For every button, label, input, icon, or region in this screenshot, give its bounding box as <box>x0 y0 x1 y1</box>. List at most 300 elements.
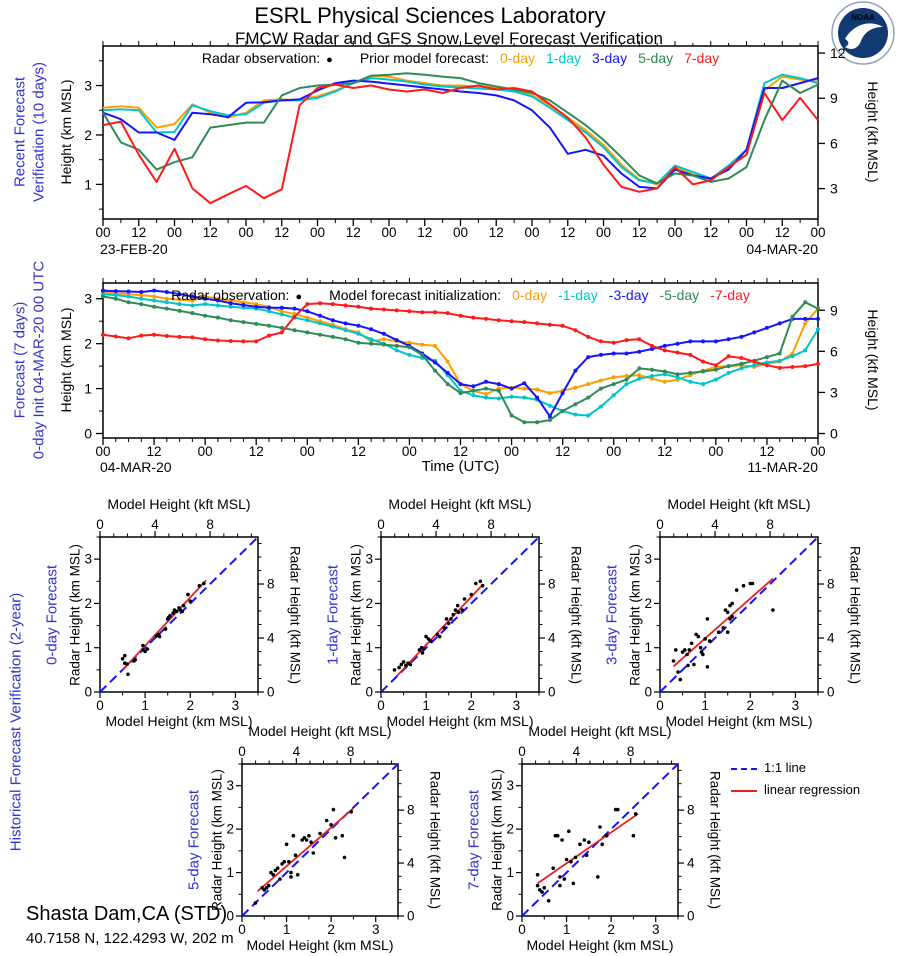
scatter-5day-label: 5-day Forecast <box>185 789 203 891</box>
tick-label: 1 <box>282 922 291 937</box>
tick-label: 0 <box>365 684 373 700</box>
tick-label: 0 <box>377 698 385 713</box>
scatter-5day-point <box>332 808 336 812</box>
scatter-5day-point <box>312 851 316 855</box>
tick-label: 1 <box>701 698 709 713</box>
forecast-7day-marker <box>459 391 463 395</box>
tick-label: 2 <box>506 821 514 837</box>
tick-label: 1 <box>506 865 514 881</box>
forecast-7day-marker <box>625 378 629 382</box>
scatter-5day-point <box>276 866 280 870</box>
scatter-7day-point <box>569 860 573 864</box>
tick-label: 2 <box>365 595 373 611</box>
scatter-7day-point <box>600 843 604 847</box>
scatter-1day-point <box>422 647 426 651</box>
panel1-date-left: 23-FEB-20 <box>100 241 168 257</box>
tick-label: 2 <box>84 126 92 143</box>
scatter-7day-regression-line <box>538 814 638 884</box>
forecast-7day-marker <box>267 309 271 313</box>
recent-verification-series-7-day <box>103 85 818 204</box>
forecast-7day-marker <box>573 328 577 332</box>
scatter-3day-point <box>686 664 690 668</box>
scatter-7day-point <box>556 834 560 838</box>
panel2-ylabel-km: Height (km MSL) <box>58 307 74 413</box>
tick-label: 0 <box>518 922 526 937</box>
scatter-5day-top-axis-title: Model Height (kft MSL) <box>248 723 392 739</box>
tick-label: 0 <box>518 744 526 759</box>
legend-item-minus7day: -7-day <box>710 287 750 303</box>
scatter-5day-point <box>305 838 309 842</box>
scatter-0day-point <box>125 662 129 666</box>
legend-item-1day: 1-day <box>546 50 582 66</box>
scatter-3day-point <box>697 635 701 639</box>
tick-label: 0 <box>644 684 652 700</box>
tick-label: 00 <box>452 225 469 240</box>
tick-label: 0 <box>267 684 275 700</box>
panel2-date-left: 04-MAR-20 <box>100 459 172 475</box>
forecast-7day-marker <box>791 354 795 358</box>
forecast-7day-marker <box>676 342 680 346</box>
panel1-legend <box>103 50 818 66</box>
forecast-7day-marker <box>637 350 641 354</box>
forecast-7day-marker <box>714 339 718 343</box>
forecast-7day-marker <box>293 315 297 319</box>
forecast-7day-marker <box>395 308 399 312</box>
scatter-0day-point <box>198 584 202 588</box>
scatter-7day-point <box>540 890 544 894</box>
scatter-1day-point <box>429 639 433 643</box>
forecast-7day-marker <box>165 307 169 311</box>
scatter-0day-right-axis-title: Radar Height (kft MSL) <box>287 545 303 684</box>
scatter-0day-point <box>171 611 175 615</box>
forecast-7day-marker <box>714 378 718 382</box>
scatter-1day-point <box>393 668 397 672</box>
scatter-5day-point <box>285 843 289 847</box>
tick-label: 00 <box>738 225 755 240</box>
forecast-7day-marker <box>765 326 769 330</box>
forecast-7day-marker <box>612 341 616 345</box>
forecast-7day-marker <box>203 314 207 318</box>
forecast-7day-marker <box>446 382 450 386</box>
forecast-7day-marker <box>650 374 654 378</box>
tick-label: 1 <box>562 922 571 937</box>
tick-label: 8 <box>267 576 275 592</box>
tick-label: 0 <box>238 744 246 759</box>
scatter-7day-point <box>596 875 600 879</box>
forecast-7day-marker <box>522 381 526 385</box>
forecast-7day-marker <box>497 318 501 322</box>
tick-label: 12 <box>131 225 147 240</box>
forecast-7day-series-0-day <box>103 292 818 394</box>
scatter-0day-point <box>123 654 127 658</box>
tick-label: 4 <box>292 744 301 759</box>
scatter-0day-point <box>121 657 125 661</box>
forecast-7day-marker <box>573 369 577 373</box>
scatter-5day-point <box>278 877 282 881</box>
scatter-5day-point <box>307 834 311 838</box>
scatter-5day-point <box>294 853 298 857</box>
forecast-7day-marker <box>548 323 552 327</box>
recent-verification-series-5-day <box>103 73 818 183</box>
forecast-7day-marker <box>369 337 373 341</box>
forecast-7day-marker <box>535 388 539 392</box>
forecast-7day-marker <box>599 405 603 409</box>
scatter-5day-point <box>334 836 338 840</box>
radar-observation-dot-icon: ● <box>295 291 303 303</box>
scatter-1day-point <box>479 580 483 584</box>
forecast-7day-marker <box>535 321 539 325</box>
forecast-7day-marker <box>688 380 692 384</box>
forecast-7day-marker <box>548 418 552 422</box>
scatter-0day-label: 0-day Forecast <box>43 564 61 665</box>
scatter-5day-point <box>309 840 313 844</box>
panel2-side-label: Forecast (7 days) 0-day Init 04-MAR-20 00 UTC <box>11 260 47 460</box>
forecast-7day-marker <box>548 404 552 408</box>
forecast-7day-marker <box>625 382 629 386</box>
tick-label: 00 <box>524 225 540 240</box>
scatter-5day-point <box>349 810 353 814</box>
legend-item-minus3day: -3-day <box>608 287 649 303</box>
forecast-7day-marker <box>573 386 577 390</box>
forecast-7day-marker <box>407 345 411 349</box>
scatter-7day-point <box>551 866 555 870</box>
forecast-7day-marker <box>152 305 156 309</box>
tick-label: 00 <box>810 225 826 240</box>
forecast-7day-marker <box>254 339 258 343</box>
forecast-7day-marker <box>433 369 437 373</box>
scatter-3day-point <box>706 665 710 669</box>
forecast-7day-marker <box>803 364 807 368</box>
scatter-3day-point <box>721 626 725 630</box>
forecast-7day-marker <box>356 332 360 336</box>
forecast-7day-marker <box>420 310 424 314</box>
forecast-7day-marker <box>739 335 743 339</box>
scatter-7day-top-axis-title: Model Height (kft MSL) <box>528 723 672 739</box>
scatter-0day-point <box>133 658 137 662</box>
scatter-7day-point <box>574 856 578 860</box>
radar-observation-label: Radar observation: <box>171 287 290 303</box>
tick-label: 00 <box>708 444 724 459</box>
scatter-5day-point <box>292 834 296 838</box>
forecast-7day-marker <box>676 372 680 376</box>
tick-label: 0 <box>548 684 556 700</box>
tick-label: 8 <box>548 576 556 592</box>
scatter-3day-point <box>672 659 676 663</box>
scatter-0day-point <box>175 610 179 614</box>
forecast-7day-marker <box>305 309 309 313</box>
scatter-0day-regression-line <box>123 580 207 670</box>
scatter-7day-point <box>536 873 540 877</box>
forecast-7day-marker <box>331 318 335 322</box>
scatter-1day-label: 1-day Forecast <box>324 564 342 665</box>
forecast-7day-marker <box>267 306 271 310</box>
tick-label: 3 <box>365 551 373 567</box>
scatter-7day-point <box>567 830 571 834</box>
scatter-0day-point <box>146 647 150 651</box>
tick-label: 8 <box>687 802 695 818</box>
scatter-5day-left-axis-title: Radar Height (km MSL) <box>209 769 225 911</box>
tick-label: 00 <box>95 444 111 459</box>
forecast-7day-marker <box>816 307 820 311</box>
forecast-7day-marker <box>369 342 373 346</box>
scatter-7day-label: 7-day Forecast <box>465 789 483 891</box>
scatter-1day-left-axis-title: Radar Height (km MSL) <box>348 543 364 686</box>
legend-item-0day: 0-day <box>512 287 548 303</box>
tick-label: 1 <box>644 640 652 656</box>
tick-label: 8 <box>766 517 774 532</box>
tick-label: 3 <box>791 698 800 713</box>
forecast-7day-marker <box>420 343 424 347</box>
tick-label: 2 <box>467 698 476 713</box>
forecast-7day-series--3-day <box>103 291 818 417</box>
forecast-7day-marker <box>254 322 258 326</box>
scatter-7day-right-axis-title: Radar Height (kft MSL) <box>707 770 723 910</box>
tick-label: 8 <box>407 802 415 818</box>
scatter-0day-point <box>182 604 186 608</box>
forecast-7day-marker <box>727 354 731 358</box>
tick-label: 00 <box>606 444 622 459</box>
forecast-7day-marker <box>573 413 577 417</box>
tick-label: 3 <box>84 551 92 567</box>
legend-item-5day: 5-day <box>638 50 674 66</box>
forecast-7day-marker <box>816 327 820 331</box>
forecast-7day-marker <box>356 324 360 328</box>
forecast-7day-marker <box>433 361 437 365</box>
scatter-3day-top-axis-title: Model Height (kft MSL) <box>667 496 811 512</box>
forecast-7day-frame <box>103 283 818 438</box>
scatter-3day-point <box>706 617 710 621</box>
forecast-7day-marker <box>599 339 603 343</box>
tick-label: 3 <box>231 698 240 713</box>
panel1-date-right: 04-MAR-20 <box>746 241 818 257</box>
scatter-5day-one-to-one-line <box>242 764 398 916</box>
scatter-3day-bottom-axis-title: Model Height (km MSL) <box>665 713 813 729</box>
scatter-1day-point <box>445 617 449 621</box>
panel2-ylabel-kft: Height (kft MSL) <box>865 309 881 411</box>
forecast-7day-marker <box>433 310 437 314</box>
forecast-7day-marker <box>739 356 743 360</box>
forecast-7day-marker <box>280 306 284 310</box>
forecast-7day-marker <box>510 395 514 399</box>
forecast-7day-marker <box>216 339 220 343</box>
scatter-3day-point <box>676 670 680 674</box>
tick-label: 3 <box>84 77 92 94</box>
tick-label: 3 <box>644 551 652 567</box>
scatter-5day-point <box>343 856 347 860</box>
forecast-7day-marker <box>318 314 322 318</box>
tick-label: 4 <box>151 517 159 532</box>
forecast-7day-marker <box>727 364 731 368</box>
scatter-0day-point <box>202 582 206 586</box>
legend-item-3day: 3-day <box>592 50 628 66</box>
scatter-3day-point <box>726 611 730 615</box>
prior-model-forecast-label: Prior model forecast: <box>359 50 489 66</box>
scatter-3day-point <box>735 588 739 592</box>
scatter-5day-point <box>341 834 345 838</box>
scatter-3day-point <box>708 639 712 643</box>
tick-label: 2 <box>186 698 195 713</box>
scatter-0day-point <box>186 593 190 597</box>
tick-label: 8 <box>206 517 214 532</box>
forecast-7day-marker <box>586 335 590 339</box>
scatter-0day-point <box>158 635 162 639</box>
forecast-7day-marker <box>803 321 807 325</box>
forecast-7day-marker <box>471 384 475 388</box>
forecast-7day-marker <box>344 304 348 308</box>
forecast-7day-marker <box>267 334 271 338</box>
scatter-3day-left-axis-title: Radar Height (km MSL) <box>627 543 643 686</box>
forecast-7day-marker <box>663 344 667 348</box>
scatter-5day-right-axis-title: Radar Height (kft MSL) <box>427 770 443 910</box>
forecast-7day-marker <box>778 352 782 356</box>
tick-label: 2 <box>84 595 92 611</box>
scatter-3day-point <box>690 642 694 646</box>
forecast-7day-marker <box>586 382 590 386</box>
forecast-7day-marker <box>803 348 807 352</box>
forecast-7day-marker <box>816 317 820 321</box>
scatter-0day-point <box>168 614 172 618</box>
forecast-7day-marker <box>599 379 603 383</box>
tick-label: 00 <box>381 225 397 240</box>
scatter-0day-top-axis-title: Model Height (kft MSL) <box>107 496 251 512</box>
tick-label: 0 <box>96 517 104 532</box>
forecast-7day-marker <box>267 324 271 328</box>
tick-label: 4 <box>687 855 695 871</box>
scatter-7day-point <box>572 882 576 886</box>
forecast-7day-marker <box>803 317 807 321</box>
scatter-3day-one-to-one-line <box>660 537 818 692</box>
forecast-7day-marker <box>625 352 629 356</box>
forecast-7day-marker <box>676 351 680 355</box>
regression-line-icon <box>731 790 757 792</box>
scatter-0day-left-axis-title: Radar Height (km MSL) <box>67 543 83 686</box>
forecast-7day-marker <box>791 365 795 369</box>
page-title: ESRL Physical Sciences Laboratory <box>254 3 606 28</box>
scatter-5day-point <box>271 873 275 877</box>
tick-label: 00 <box>309 225 326 240</box>
forecast-7day-marker <box>522 396 526 400</box>
tick-label: 00 <box>166 225 183 240</box>
tick-label: 1 <box>422 698 430 713</box>
tick-label: 00 <box>810 444 826 459</box>
forecast-7day-marker <box>139 334 143 338</box>
forecast-7day-marker <box>688 339 692 343</box>
forecast-7day-marker <box>382 308 386 312</box>
forecast-7day-marker <box>650 368 654 372</box>
tick-label: 6 <box>830 135 838 152</box>
scatter-7day-point <box>585 853 589 857</box>
forecast-7day-marker <box>599 353 603 357</box>
forecast-7day-marker <box>573 402 577 406</box>
scatter-1day-point <box>474 582 478 586</box>
tick-label: 00 <box>238 225 254 240</box>
tick-label: 12 <box>350 444 366 459</box>
tick-label: 4 <box>711 517 719 532</box>
scatter-1day-point <box>409 663 413 667</box>
forecast-7day-marker <box>637 377 641 381</box>
forecast-7day-marker <box>484 380 488 384</box>
panel1-side-label: Recent Forecast Verification (10 days) <box>11 61 47 203</box>
scatter-3day-right-axis-title: Radar Height (kft MSL) <box>847 545 863 684</box>
scatter-3day-point <box>699 646 703 650</box>
scatter-3day-point <box>751 582 755 586</box>
scatter-3day-point <box>701 653 705 657</box>
tick-label: 12 <box>657 444 673 459</box>
scatter-7day-point <box>565 858 569 862</box>
scatter-0day-point <box>164 627 168 631</box>
forecast-7day-marker <box>778 366 782 370</box>
scatter-3day-point <box>730 615 734 619</box>
forecast-7day-marker <box>612 375 616 379</box>
forecast-7day-marker <box>510 414 514 418</box>
scatter-7day-point <box>634 812 638 816</box>
forecast-7day-marker <box>459 314 463 318</box>
forecast-7day-marker <box>471 316 475 320</box>
scatter-legend-row-1to1 <box>731 757 860 779</box>
scatter-5day-point <box>325 819 329 823</box>
tick-label: 3 <box>371 922 380 937</box>
scatter-3day-point <box>742 584 746 588</box>
tick-label: 9 <box>830 90 838 107</box>
tick-label: 9 <box>830 302 838 319</box>
tick-label: 3 <box>830 180 838 197</box>
scatter-3day-point <box>685 653 689 657</box>
forecast-7day-marker <box>650 344 654 348</box>
scatter-7day-point <box>587 840 591 844</box>
scatter-3day-point <box>771 608 775 612</box>
scatter-1day-point <box>481 584 485 588</box>
forecast-7day-marker <box>637 373 641 377</box>
forecast-7day-marker <box>420 353 424 357</box>
forecast-7day-marker <box>190 311 194 315</box>
tick-label: 4 <box>267 630 275 646</box>
forecast-7day-marker <box>510 387 514 391</box>
tick-label: 0 <box>687 908 695 924</box>
tick-label: 3 <box>651 922 660 937</box>
forecast-7day-marker <box>816 362 820 366</box>
forecast-7day-marker <box>739 366 743 370</box>
forecast-7day-marker <box>471 393 475 397</box>
forecast-7day-marker <box>293 328 297 332</box>
scatter-0day-point <box>126 673 130 677</box>
scatter-1day-point <box>457 611 461 615</box>
forecast-7day-marker <box>701 382 705 386</box>
scatter-5day-point <box>283 860 287 864</box>
forecast-7day-marker <box>356 341 360 345</box>
forecast-7day-marker <box>484 392 488 396</box>
scatter-7day-point <box>578 843 582 847</box>
forecast-7day-marker <box>561 391 565 395</box>
tick-label: 12 <box>560 225 576 240</box>
scatter-3day-point <box>726 630 730 634</box>
tick-label: 4 <box>572 744 581 759</box>
tick-label: 8 <box>827 576 835 592</box>
tick-label: 12 <box>703 225 719 240</box>
forecast-7day-marker <box>752 363 756 367</box>
forecast-7day-series--7-day <box>103 303 818 368</box>
legend-item-minus5day: -5-day <box>659 287 700 303</box>
scatter-0day-bottom-axis-title: Model Height (km MSL) <box>105 713 253 729</box>
scatter-1day-point <box>447 622 451 626</box>
forecast-7day-marker <box>344 321 348 325</box>
scatter-legend <box>731 757 860 801</box>
scatter-5day-bottom-axis-title: Model Height (km MSL) <box>246 937 394 953</box>
tick-label: 1 <box>226 865 234 881</box>
tick-label: 12 <box>274 225 290 240</box>
radar-observation-dot-icon: ● <box>326 54 333 66</box>
forecast-7day-marker <box>395 344 399 348</box>
tick-label: 12 <box>248 444 264 459</box>
